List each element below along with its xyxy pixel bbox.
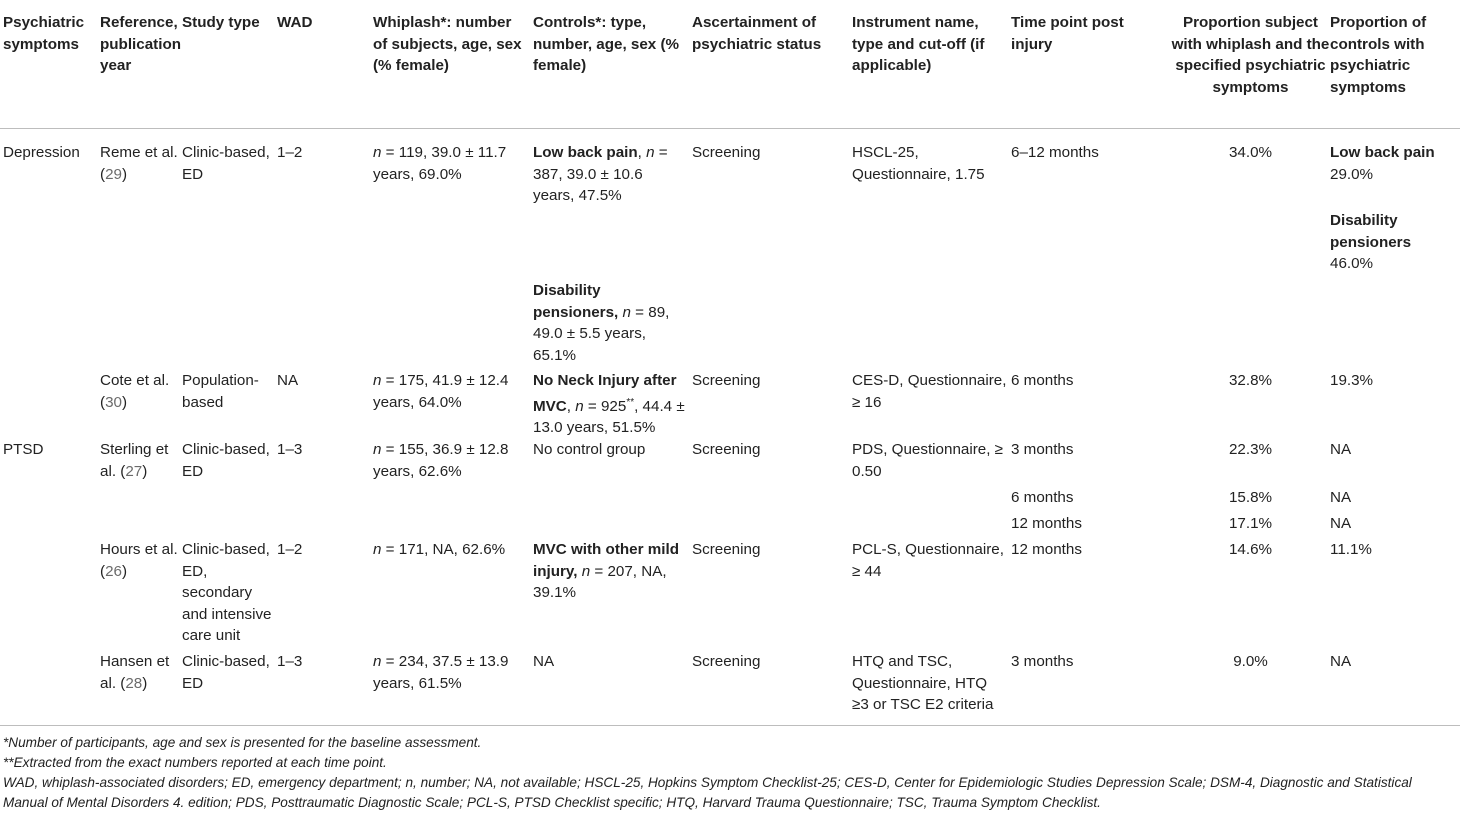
cell-reference <box>100 539 182 582</box>
whiplash-values: = 119, 39.0 ± 11.7 years, 69.0% <box>373 144 507 183</box>
n-symbol: n <box>581 562 591 580</box>
reference-number-link[interactable]: 29 <box>105 165 122 183</box>
cell-ascertainment: Screening <box>692 372 761 389</box>
cell-time-point: 3 months <box>1011 441 1074 458</box>
cell-wad: 1–3 <box>277 441 303 458</box>
abbreviations-note: WAD, whiplash-associated disorders; ED, emergency department; n, number; NA, not available; HSCL-25, Hopkins Symptom Checklist-25; CES-D, Center for Epidemiologic Studies Depression Scale; DSM-4, Diagnostic and Statistical <box>3 775 1412 790</box>
cell-instrument: CES-D, Questionnaire, ≥ 16 <box>852 372 1007 411</box>
separator: , <box>566 397 576 415</box>
reference-close: ) <box>121 393 128 411</box>
header-divider <box>0 128 1460 129</box>
cell-instrument: HTQ and TSC, Questionnaire, HTQ ≥3 or TSC E2 criteria <box>852 653 994 713</box>
reference-close: ) <box>142 462 148 480</box>
cell-proportion-whiplash: 15.8% <box>1228 489 1273 506</box>
header-proportion-whiplash: Proportion subject with whiplash and the specified psychiatric symptoms <box>1171 14 1330 96</box>
n-symbol: n <box>575 397 584 415</box>
reference-close: ) <box>142 674 148 692</box>
control-values: = 925 <box>583 397 627 415</box>
n-symbol: n <box>373 541 382 558</box>
cell-whiplash <box>373 370 529 413</box>
cell-wad: NA <box>277 372 299 389</box>
cell-controls: NA <box>533 653 555 670</box>
cell-proportion-whiplash: 17.1% <box>1228 515 1273 532</box>
cell-instrument: PCL-S, Questionnaire, ≥ 44 <box>852 541 1004 580</box>
cell-wad: 1–2 <box>277 144 303 161</box>
cell-whiplash <box>373 142 529 185</box>
cell-proportion-controls-secondary <box>1330 210 1458 275</box>
reference-author: Cote et al. ( <box>100 372 170 411</box>
cell-proportion-whiplash: 34.0% <box>1228 144 1273 161</box>
cell-time-point: 3 months <box>1011 653 1074 670</box>
cell-proportion-whiplash: 14.6% <box>1228 541 1273 558</box>
header-proportion-controls: Proportion of controls with psychiatric symptoms <box>1330 14 1427 96</box>
control-type: No Neck Injury after MVC <box>533 372 677 415</box>
control-label: Disability pensioners <box>1330 212 1412 251</box>
cell-ascertainment: Screening <box>692 144 761 161</box>
cell-controls: No control group <box>533 441 646 458</box>
cell-whiplash <box>373 439 529 482</box>
cell-controls-secondary <box>533 280 683 366</box>
reference-close: ) <box>121 165 128 183</box>
footnote: **Extracted from the exact numbers reported at each time point. <box>3 755 387 770</box>
n-symbol: n <box>373 653 382 670</box>
cell-study-type: Clinic-based, ED <box>182 653 270 692</box>
cell-controls <box>533 539 688 604</box>
header-controls: Controls*: type, number, age, sex (% female) <box>533 14 680 74</box>
reference-author: Reme et al. ( <box>100 144 178 183</box>
reference-number-link[interactable]: 27 <box>125 462 143 480</box>
header-wad: WAD <box>277 14 313 31</box>
whiplash-values: = 234, 37.5 ± 13.9 years, 61.5% <box>373 653 509 692</box>
header-reference: Reference, publication year <box>100 14 181 74</box>
cell-instrument: PDS, Questionnaire, ≥ 0.50 <box>852 441 1003 480</box>
cell-proportion-controls: NA <box>1330 489 1352 506</box>
whiplash-values: = 171, NA, 62.6% <box>381 541 506 558</box>
cell-reference <box>100 651 182 694</box>
cell-time-point: 12 months <box>1011 541 1082 558</box>
cell-proportion-controls: NA <box>1330 653 1352 670</box>
reference-number-link[interactable]: 26 <box>105 562 122 580</box>
cell-proportion-controls: NA <box>1330 441 1352 458</box>
whiplash-values: = 175, 41.9 ± 12.4 years, 64.0% <box>373 372 509 411</box>
header-study-type: Study type <box>182 14 260 31</box>
cell-reference <box>100 439 182 482</box>
n-symbol: n <box>646 144 655 161</box>
cell-reference <box>100 142 182 185</box>
control-values: = 207, NA, 39.1% <box>533 562 667 601</box>
n-symbol: n <box>622 303 631 321</box>
cell-proportion-whiplash: 32.8% <box>1228 372 1273 389</box>
cell-study-type: Clinic-based, ED, secondary and intensive care unit <box>182 541 272 644</box>
cell-ascertainment: Screening <box>692 441 761 458</box>
cell-whiplash <box>373 651 529 694</box>
cell-time-point: 12 months <box>1011 515 1082 532</box>
control-label: Low back pain <box>1330 144 1435 161</box>
n-symbol: n <box>373 441 382 458</box>
cell-study-type: Clinic-based, ED <box>182 441 270 480</box>
cell-proportion-controls: 19.3% <box>1330 372 1374 389</box>
cell-time-point: 6 months <box>1011 489 1074 506</box>
control-values-rest: , 44.4 ± 13.0 years, 51.5% <box>533 397 685 437</box>
cell-proportion-controls: 11.1% <box>1330 541 1372 558</box>
header-whiplash: Whiplash*: number of subjects, age, sex (% female) <box>373 14 522 74</box>
cell-psychiatric-symptoms: PTSD <box>3 441 44 458</box>
cell-whiplash <box>373 539 529 561</box>
footnote-marker: ** <box>626 396 635 408</box>
cell-proportion-controls <box>1330 142 1458 185</box>
cell-time-point: 6 months <box>1011 372 1074 389</box>
cell-ascertainment: Screening <box>692 541 761 558</box>
cell-instrument: HSCL-25, Questionnaire, 1.75 <box>852 144 985 183</box>
control-type: MVC with other mild injury, <box>533 541 679 580</box>
control-proportion: 46.0% <box>1330 255 1374 272</box>
table-bottom-divider <box>0 725 1460 726</box>
cell-time-point: 6–12 months <box>1011 144 1099 161</box>
cell-study-type: Clinic-based, ED <box>182 144 270 183</box>
n-symbol: n <box>373 144 382 161</box>
cell-controls <box>533 142 683 207</box>
whiplash-values: = 155, 36.9 ± 12.8 years, 62.6% <box>373 441 509 480</box>
cell-proportion-whiplash: 9.0% <box>1233 653 1268 670</box>
header-instrument: Instrument name, type and cut-off (if applicable) <box>852 14 985 74</box>
cell-reference <box>100 370 182 413</box>
cell-proportion-controls: NA <box>1330 515 1352 532</box>
cell-psychiatric-symptoms: Depression <box>3 144 80 161</box>
reference-author: Hansen et al. ( <box>100 653 170 692</box>
reference-number-link[interactable]: 30 <box>105 393 122 411</box>
reference-close: ) <box>121 562 128 580</box>
control-proportion: 29.0% <box>1330 165 1374 183</box>
cell-study-type: Population-based <box>182 372 259 411</box>
header-psychiatric-symptoms: Psychiatric symptoms <box>3 14 85 53</box>
reference-author: Sterling et al. ( <box>100 441 169 480</box>
abbreviations-note: Manual of Mental Disorders 4. edition; PDS, Posttraumatic Diagnostic Scale; PCL-S, PTSD Checklist specific; HTQ, Harvard Trauma Questionnaire; TSC, Trauma Symptom Checklist. <box>3 795 1101 810</box>
control-values: = 89, 49.0 ± 5.5 years, 65.1% <box>533 303 670 364</box>
cell-proportion-whiplash: 22.3% <box>1228 441 1273 458</box>
control-type: Low back pain <box>533 144 638 161</box>
reference-number-link[interactable]: 28 <box>125 674 143 692</box>
control-values: = 387, 39.0 ± 10.6 years, 47.5% <box>533 144 668 204</box>
control-type: Disability pensioners, <box>533 282 619 321</box>
cell-ascertainment: Screening <box>692 653 761 670</box>
reference-author: Hours et al. ( <box>100 541 178 580</box>
separator: , <box>637 144 647 161</box>
cell-controls <box>533 370 685 439</box>
header-ascertainment: Ascertainment of psychiatric status <box>692 14 822 53</box>
header-time-point: Time point post injury <box>1011 14 1124 53</box>
n-symbol: n <box>373 372 382 389</box>
cell-wad: 1–2 <box>277 541 303 558</box>
footnote: *Number of participants, age and sex is presented for the baseline assessment. <box>3 735 482 750</box>
cell-wad: 1–3 <box>277 653 303 670</box>
